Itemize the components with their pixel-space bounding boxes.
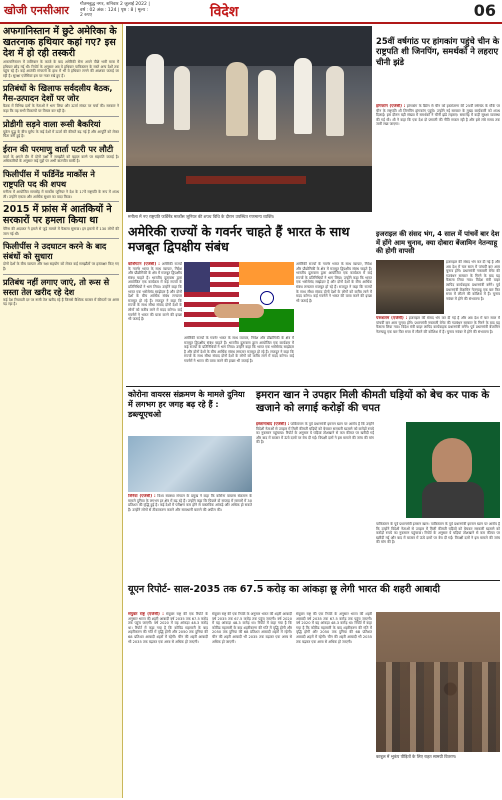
us-india-byline: वाशिंगटन (एजेंसी) : [128,262,160,266]
left-text-1: अफगानिस्तान में तालिबान के कब्जे के बाद अमेरिकी सेना अपने पीछे भारी मात्रा में हथियार छोड़ गई थी। रिपोर्ट के अनुसार अब ये हथियार पाकिस्तान के रास्ते अन्य देशों तक पहुंच रहे हैं। कई आतंकी संगठनों के हाथ में भी ये हथियार लगने की आशंका जताई जा रही है। सुरक्षा एजेंसियां इस पर नजर रखे हुए हैं। [3,60,119,78]
un-body-col3 [296,612,372,798]
us-india-body-col3 [184,336,294,384]
corona-body-text: विश्व स्वास्थ्य संगठन के प्रमुख ने कहा कि कोरोना वायरस संक्रमण के मामले दुनिया के लगभग हर क्षेत्र में बढ़ रहे हैं। उन्होंने कहा कि पिछले दो सप्ताह में मामलों में 30 प्रतिशत की वृद्धि हुई है। कई देशों में परीक्षण कम होने से वास्तविक आंकड़े और अधिक हो सकते हैं। उन्होंने लोगों से टीकाकरण कराने और सावधानी बरतने की अपील की। [128,494,252,512]
israel-headline: इजराइल की संसद भंग, 4 साल में पांचवें बार देश में होंगे आम चुनाव, क्या दोबारा बेंजामिन नेतन्याहू की होगी वापसी [376,230,500,256]
page-number: 06 [473,1,496,20]
us-india-body-col2 [296,262,372,384]
kabul-crowd-photo [376,612,500,752]
left-headline-7: फिलीपींस ने उदघाटन करने के बाद संबंधों को सुधारा [3,241,107,262]
un-body-col2 [212,612,292,798]
left-text-6: पेरिस की अदालत ने हमले से जुड़े मामले में फैसला सुनाया। इन हमलों में 130 लोगों की जान गई थी। [3,227,119,236]
us-india-body-text-2: अमेरिकी राज्यों के गवर्नर भारत के साथ व्यापार, निवेश और प्रौद्योगिकी के क्षेत्र में मजबूत द्विपक्षीय संबंध चाहते हैं। भारतीय दूतावास द्वारा आयोजित एक कार्यक्रम में कई राज्यों के प्रतिनिधियों ने भाग लिया। उन्होंने कहा कि भारत एक भरोसेमंद साझेदार है और दोनों देशों के बीच आर्थिक संबंध लगातार मजबूत हो रहे हैं। राजदूत ने कहा कि राज्यों के साथ सीधा संवाद दोनों देशों के लोगों को करीब लाने में मदद करेगा। कई गवर्नरों ने भारत की यात्रा करने की इच्छा भी जताई है। [296,262,372,303]
un-body-col1 [128,612,208,798]
hk-body [376,104,500,224]
left-text-3: यूक्रेन युद्ध के बीच यूरोप के कई देशों में ऊर्जा की कीमतें बढ़ गई हैं और आपूर्ति को लेकर चिंता बनी हुई है। [3,129,119,139]
imran-body-col2 [376,522,500,578]
us-india-body-col1 [128,262,182,384]
us-india-body-text: अमेरिकी राज्यों के गवर्नर भारत के साथ व्यापार, निवेश और प्रौद्योगिकी के क्षेत्र में मजबूत द्विपक्षीय संबंध चाहते हैं। भारतीय दूतावास द्वारा आयोजित एक कार्यक्रम में कई राज्यों के प्रतिनिधियों ने भाग लिया। उन्होंने कहा कि भारत एक भरोसेमंद साझेदार है और दोनों देशों के बीच आर्थिक संबंध लगातार मजबूत हो रहे हैं। राजदूत ने कहा कि राज्यों के साथ सीधा संवाद दोनों देशों के लोगों को करीब लाने में मदद करेगा। कई गवर्नरों ने भारत की यात्रा करने की इच्छा भी जताई है। [128,262,182,322]
imran-khan-photo [376,422,500,518]
kabul-caption: काबुल में भूकंप पीड़ितों के लिए राहत सामग्री वितरण। [376,754,457,759]
left-headline-1: अफगानिस्तान में छुटे अमेरिका के खतरनाक हथियार कहां गए? इस देश में हो रही तस्करी [3,26,117,59]
paper-name: खोजी एनसीआर [4,4,69,17]
left-headline-3: प्रोडीगी सड़ने वाला रूसी बैकरियां [3,118,101,129]
left-headline-5: फिलीपींस में फर्डिनेंड मार्कोस ने राष्ट्रपति पद की शपथ [3,168,95,189]
hk-headline: 25वीं वर्षगांठ पर हांगकांग पहुंचे चीन के राष्ट्रपति शी जिनपिंग, समर्थकों ने लहराए चीनी झंडे [376,36,500,67]
un-body-text-3: संयुक्त राष्ट्र की एक रिपोर्ट के अनुसार भारत की शहरी आबादी वर्ष 2035 तक 67.5 करोड़ तक पहुंच जाएगी। वर्ष 2020 में यह आंकड़ा 48.3 करोड़ था। रिपोर्ट में कहा गया है कि कोविड महामारी के बाद शहरीकरण की गति में वृद्धि होगी और 2050 तक दुनिया की 68 प्रतिशत आबादी शहरों में रहेगी। चीन की शहरी आबादी भी 2035 तक बढ़कर एक अरब से अधिक हो जाएगी। [296,612,372,644]
israel-body-text: इजराइल की संसद भंग कर दी गई है और अब देश में चार साल में पांचवीं बार आम चुनाव होंगे। प्रधानमंत्री नफ्ताली बेनेट की गठबंधन सरकार के गिरने के बाद यह फैसला लिया गया। विदेश मंत्री याइर लापिद कार्यवाहक प्रधानमंत्री बनेंगे। पूर्व प्रधानमंत्री बेंजामिन नेतन्याहू एक बार फिर सत्ता में लौटने की कोशिश में हैं। चुनाव नवंबर में होने की संभावना है। [376,316,500,334]
israel-parliament-photo [376,260,444,314]
hk-byline: हांगकांग (एजेंसी) : [376,104,406,108]
masthead [0,0,502,24]
left-headline-4: ईरान की परमाणु वार्ता पटरी पर लौटी [3,143,114,154]
un-body-text: संयुक्त राष्ट्र की एक रिपोर्ट के अनुसार भारत की शहरी आबादी वर्ष 2035 तक 67.5 करोड़ तक पहुंच जाएगी। वर्ष 2020 में यह आंकड़ा 48.3 करोड़ था। रिपोर्ट में कहा गया है कि कोविड महामारी के बाद शहरीकरण की गति में वृद्धि होगी और 2050 तक दुनिया की 68 प्रतिशत आबादी शहरों में रहेगी। चीन की शहरी आबादी भी 2035 तक बढ़कर एक अरब से अधिक हो जाएगी। [128,612,208,644]
israel-body-text-2: इजराइल की संसद भंग कर दी गई है और अब देश में चार साल में पांचवीं बार आम चुनाव होंगे। प्रधानमंत्री नफ्ताली बेनेट की गठबंधन सरकार के गिरने के बाद यह फैसला लिया गया। विदेश मंत्री याइर लापिद कार्यवाहक प्रधानमंत्री बनेंगे। पूर्व प्रधानमंत्री बेंजामिन नेतन्याहू एक बार फिर सत्ता में लौटने की कोशिश में हैं। चुनाव नवंबर में होने की संभावना है। [446,260,500,301]
inauguration-caption: मनीला में नए राष्ट्रपति फर्डिनेंड मार्कोस जूनियर की शपथ विधि के दौरान उपस्थित गणमान्य व्यक्ति। [128,214,275,219]
inauguration-photo [126,26,372,212]
imran-photo-caption: पाकिस्तान के पूर्व प्रधानमंत्री इमरान खान। [376,522,430,526]
date-line: गौतमबुद्ध नगर, शनिवार 2 जुलाई 2022 | वर्ष : 02 अंक : 124 | पृष्ठ : 8 | मूल्य : 2 रुपए [80,2,150,18]
imran-byline: इस्लामाबाद (एजेंसी) : [256,422,290,426]
hk-body-text: हांगकांग के ब्रिटेन से चीन को हस्तांतरण की 25वीं वर्षगांठ के मौके पर चीन के राष्ट्रपति शी जिनपिंग हांगकांग पहुंचे। उन्होंने नई सरकार के मुख्य कार्यकारी को शपथ दिलाई। इस दौरान बड़ी संख्या में समर्थकों ने चीनी झंडे लहराए। समारोह में कड़ी सुरक्षा व्यवस्था की गई थी। शी ने कहा कि एक देश दो प्रणाली की नीति सफल रही है और इसे लंबे समय तक जारी रखा जाएगा। [376,104,500,127]
left-text-8: कई देश रियायती दर पर रूसी तेल खरीद रहे हैं जिससे वैश्विक बाजार में कीमतों पर असर पड़ रहा है। [3,297,119,307]
imran-body-text-2: पाकिस्तान के पूर्व प्रधानमंत्री इमरान खान पर आरोप है कि उन्होंने विदेशी नेताओं से उपहार में मिली कीमती घड़ियों को बेचकर सरकारी खजाने को करोड़ों रुपये का नुकसान पहुंचाया। रिपोर्ट के अनुसार ये घड़ियां तोशखाने से कम कीमत पर खरीदी गईं और बाद में बाजार में ऊंचे दामों पर बेच दी गईं। विपक्षी दलों ने इस मामले की जांच की मांग की है। [376,522,500,545]
section-title: विदेश [210,4,239,20]
left-text-7: दोनों देशों के बीच व्यापार और रक्षा सहयोग को लेकर कई समझौतों पर हस्ताक्षर किए गए हैं। [3,262,119,271]
imran-body [256,422,374,574]
un-headline: यूएन रिपोर्ट- साल-2035 तक 67.5 करोड़ का आंकड़ा छू लेगी भारत की शहरी आबादी [128,584,440,595]
israel-byline: यरूशलम (एजेंसी) : [376,316,408,320]
left-headline-8: प्रतिबंध नहीं लगाए जाएं, तो रूस से सस्ता तेल खरीद रहे देश [3,276,110,297]
main-area [124,24,502,800]
us-india-flags-photo [184,262,294,332]
un-byline: संयुक्त राष्ट्र (एजेंसी) : [128,612,164,616]
left-text-5: मनीला में आयोजित समारोह में मार्कोस जूनियर ने देश के 17वें राष्ट्रपति के रूप में शपथ ली। उन्होंने एकता और आर्थिक सुधार का वादा किया। [3,189,119,199]
un-body-text-2: संयुक्त राष्ट्र की एक रिपोर्ट के अनुसार भारत की शहरी आबादी वर्ष 2035 तक 67.5 करोड़ तक पहुंच जाएगी। वर्ष 2020 में यह आंकड़ा 48.3 करोड़ था। रिपोर्ट में कहा गया है कि कोविड महामारी के बाद शहरीकरण की गति में वृद्धि होगी और 2050 तक दुनिया की 68 प्रतिशत आबादी शहरों में रहेगी। चीन की शहरी आबादी भी 2035 तक बढ़कर एक अरब से अधिक हो जाएगी। [212,612,292,644]
us-india-body-text-3: अमेरिकी राज्यों के गवर्नर भारत के साथ व्यापार, निवेश और प्रौद्योगिकी के क्षेत्र में मजबूत द्विपक्षीय संबंध चाहते हैं। भारतीय दूतावास द्वारा आयोजित एक कार्यक्रम में कई राज्यों के प्रतिनिधियों ने भाग लिया। उन्होंने कहा कि भारत एक भरोसेमंद साझेदार है और दोनों देशों के बीच आर्थिक संबंध लगातार मजबूत हो रहे हैं। राजदूत ने कहा कि राज्यों के साथ सीधा संवाद दोनों देशों के लोगों को करीब लाने में मदद करेगा। कई गवर्नरों ने भारत की यात्रा करने की इच्छा भी जताई है। [184,336,294,363]
corona-headline: कोरोना वायरस संक्रमण के मामले दुनिया में लगभग हर जगह बढ़ रहे हैं : डब्ल्यूएचओ [128,390,245,419]
left-headline-2: प्रतिबंधों के खिलाफ सर्वदलीय बैठक, गैस-उत्पादन देशों पर जोर [3,83,113,104]
israel-body-col2 [446,260,500,376]
left-news-column [0,24,123,798]
imran-body-text: पाकिस्तान के पूर्व प्रधानमंत्री इमरान खान पर आरोप है कि उन्होंने विदेशी नेताओं से उपहार में मिली कीमती घड़ियों को बेचकर सरकारी खजाने को करोड़ों रुपये का नुकसान पहुंचाया। रिपोर्ट के अनुसार ये घड़ियां तोशखाने से कम कीमत पर खरीदी गईं और बाद में बाजार में ऊंचे दामों पर बेच दी गईं। विपक्षी दलों ने इस मामले की जांच की मांग की है। [256,422,374,445]
corona-body [128,494,252,576]
left-text-2: बैठक में विभिन्न दलों के नेताओं ने भाग लिया और ऊर्जा संकट पर चर्चा की। सरकार ने कहा कि वह सभी विकल्पों पर विचार कर रही है। [3,104,119,113]
left-headline-6: 2015 में फ्रांस में आतंकियों ने सरकारों पर हमला किया था [3,204,112,227]
us-india-headline: अमेरिकी राज्यों के गवर्नर चाहते हैं भारत के साथ मजबूत द्विपक्षीय संबंध [128,224,350,254]
imran-headline: इमरान खान ने उपहार मिली कीमती घड़ियों को बेच कर पाक के खजाने को लगाई करोड़ों की चपत [256,390,490,414]
left-text-4: वार्ता के अगले दौर में दोनों पक्षों ने समझौते को बहाल करने पर सहमति जताई है। अधिकारियों के अनुसार कई मुद्दों पर अभी बातचीत बाकी है। [3,154,119,164]
corona-photo [128,436,252,492]
corona-byline: जिनेवा (एजेंसी) : [128,494,156,498]
